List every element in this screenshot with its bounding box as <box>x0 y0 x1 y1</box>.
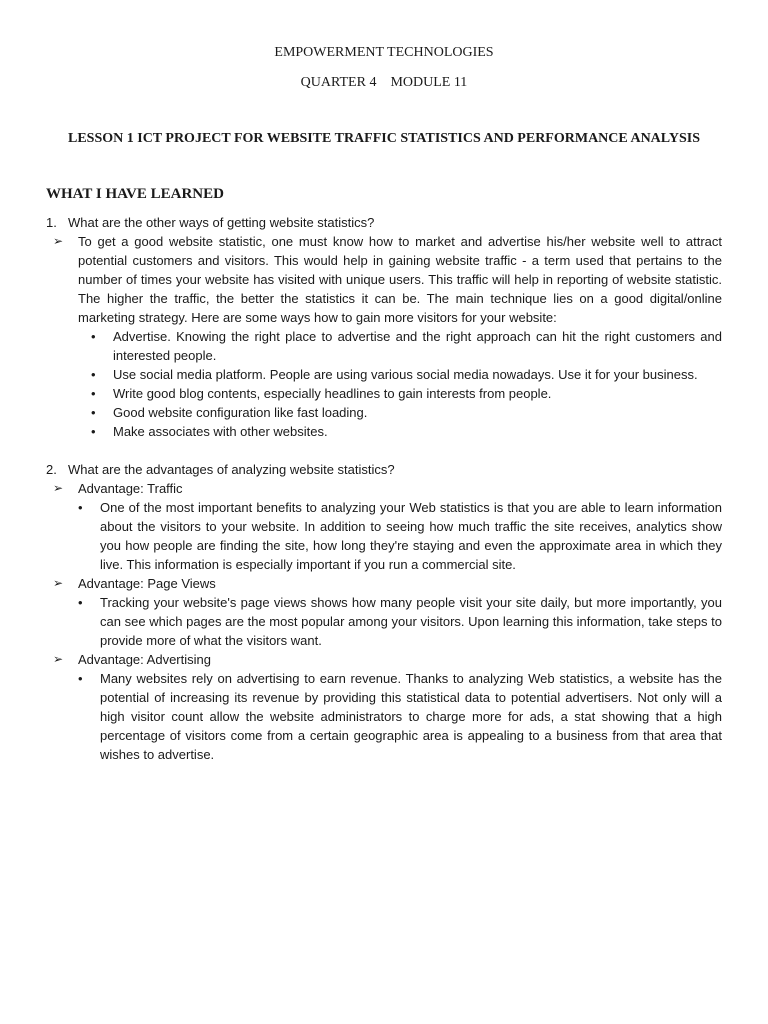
bullet-icon: • <box>91 367 96 382</box>
bullet-icon: • <box>91 424 96 439</box>
document-title: EMPOWERMENT TECHNOLOGIES <box>274 45 494 60</box>
bullet-icon: • <box>91 386 96 401</box>
answer-text: To get a good website statistic, one must know how to market and advertise his/her website well to attract potential customers and visitors. This would help in gaining website traffic - a term used that pertains to the number of times your website has visited with unique users. This traffic will help in reporting of website statistic. The higher the traffic, the better the statistics it can be. The main technique lies on a good digital/online marketing strategy. Here are some ways how to gain more visitors for your website: <box>78 234 722 325</box>
list-item-text: Advertise. Knowing the right place to advertise and the right approach can hit the right customers and interested people. <box>113 329 722 363</box>
list-item <box>46 422 722 441</box>
list-item <box>46 498 722 574</box>
list-item-text: Write good blog contents, especially headlines to gain interests from people. <box>113 386 552 401</box>
advantage-text: Many websites rely on advertising to earn revenue. Thanks to analyzing Web statistics, a website has the potential of increasing its revenue by providing this statistical data to potential advertisers. Not only will a high visitor count allow the website administrators to charge more for ads, a stat showing that a high percentage of visitors come from a certain geographic area is appealing to a business from that area that wishes to advertise. <box>100 671 722 762</box>
section-heading: WHAT I HAVE LEARNED <box>46 186 224 202</box>
advantage-text: One of the most important benefits to analyzing your Web statistics is that you are able to learn information about the visitors to your website. In addition to seeing how much traffic the site receives, analytics show you how people are finding the site, how long they're staying and even the approximate area in which they live. This information is especially important if you run a commercial site. <box>100 500 722 572</box>
advantage-text: Tracking your website's page views shows how many people visit your site daily, but more importantly, you can see which pages are the most popular among your visitors. Upon learning this information, take steps to provide more of what the visitors want. <box>100 595 722 648</box>
module-label: QUARTER 4 MODULE 11 <box>300 75 468 90</box>
bullet-icon: • <box>78 595 83 610</box>
question-number: 2. <box>46 462 57 477</box>
list-item <box>46 403 722 422</box>
list-item <box>46 365 722 384</box>
question-1 <box>46 213 722 232</box>
advantage-page-views-heading <box>46 574 722 593</box>
lesson-title: LESSON 1 ICT PROJECT FOR WEBSITE TRAFFIC STATISTICS AND PERFORMANCE ANALYSIS <box>68 131 700 146</box>
list-item-text: Make associates with other websites. <box>113 424 328 439</box>
advantage-advertising-heading <box>46 650 722 669</box>
bullet-icon: • <box>91 405 96 420</box>
list-item <box>46 669 722 764</box>
advantage-traffic-list <box>46 498 722 574</box>
arrow-bullet-icon: ➢ <box>53 481 64 495</box>
answer-1 <box>46 232 722 327</box>
list-item-text: Use social media platform. People are using various social media nowadays. Use it for your business. <box>113 367 698 382</box>
arrow-bullet-icon: ➢ <box>53 576 64 590</box>
question-2 <box>46 460 722 479</box>
question-text: What are the advantages of analyzing website statistics? <box>68 462 395 477</box>
question-text: What are the other ways of getting website statistics? <box>68 215 375 230</box>
arrow-bullet-icon: ➢ <box>53 652 64 666</box>
advantage-title: Advantage: Page Views <box>78 576 216 591</box>
advantage-title: Advantage: Advertising <box>78 652 211 667</box>
bullet-icon: • <box>91 329 96 344</box>
bullet-icon: • <box>78 671 83 686</box>
advantage-advertising-list <box>46 669 722 764</box>
advantage-title: Advantage: Traffic <box>78 481 183 496</box>
list-item-text: Good website configuration like fast loading. <box>113 405 368 420</box>
list-item <box>46 384 722 403</box>
list-item <box>46 593 722 650</box>
ways-list <box>46 327 722 441</box>
bullet-icon: • <box>78 500 83 515</box>
arrow-bullet-icon: ➢ <box>53 234 64 248</box>
question-1-block <box>46 213 722 441</box>
question-2-block <box>46 460 722 764</box>
advantage-page-views-list <box>46 593 722 650</box>
question-number: 1. <box>46 215 57 230</box>
advantage-traffic-heading <box>46 479 722 498</box>
list-item <box>46 327 722 365</box>
